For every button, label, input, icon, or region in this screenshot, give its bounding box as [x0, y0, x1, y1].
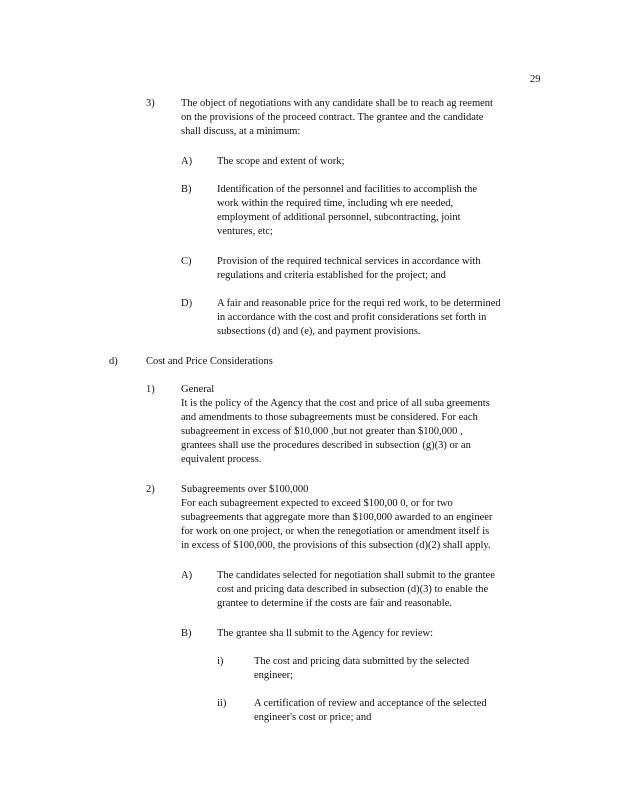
text-line: The grantee sha ll submit to the Agency for review:: [217, 628, 434, 639]
item-d2b-number: B): [181, 628, 192, 639]
item-d2-heading: Subagreements over $100,000: [181, 484, 309, 495]
item-d2-number: 2): [146, 484, 155, 495]
text-line: Identification of the personnel and facilities to accomplish the: [217, 184, 478, 195]
item-d2b-text: [217, 627, 433, 641]
text-line: Provision of the required technical services in accordance with: [217, 256, 481, 267]
item-d2a-text: [217, 569, 495, 611]
item-d1-number: 1): [146, 384, 155, 395]
item-d1-heading: General: [181, 384, 215, 395]
item-3a-text: [217, 155, 344, 169]
item-d2-text: [181, 483, 492, 553]
text-line: The object of negotiations with any candidate shall be to reach ag reement: [181, 98, 493, 109]
item-d1-text: [181, 383, 490, 467]
text-line: subagreement in excess of $10,000 ,but not greater than $100,000 ,: [181, 426, 463, 437]
item-d2b-ii-number: ii): [217, 698, 227, 709]
item-3c-text: [217, 255, 481, 283]
text-line: shall discuss, at a minimum:: [181, 126, 301, 137]
page-number: 29: [530, 74, 541, 85]
text-line: and amendments to those subagreements must be considered. For each: [181, 412, 478, 423]
text-line: on the provisions of the proceed contract. The grantee and the candidate: [181, 112, 484, 123]
item-3c-number: C): [181, 256, 192, 267]
text-line: The cost and pricing data submitted by the selected: [254, 656, 470, 667]
item-3-text: [181, 97, 531, 139]
section-d-number: d): [109, 356, 118, 367]
text-line: work within the required time, including wh ere needed,: [217, 198, 454, 209]
text-line: for work on one project, or when the renegotiation or amendment itself is: [181, 526, 490, 537]
item-d2b-i-text: [254, 655, 469, 683]
text-line: grantees shall use the procedures described in subsection (g)(3) or an: [181, 440, 471, 451]
item-3d-text: [217, 297, 501, 339]
text-line: engineer's cost or price; and: [254, 712, 372, 723]
text-line: regulations and criteria established for the project; and: [217, 270, 446, 281]
text-line: equivalent process.: [181, 454, 262, 465]
text-line: The scope and extent of work;: [217, 156, 345, 167]
text-line: subagreements that aggregate more than $100,000 awarded to an engineer: [181, 512, 493, 523]
item-d2b-ii-text: [254, 697, 487, 725]
text-line: cost and pricing data described in subsection (d)(3) to enable the: [217, 584, 489, 595]
text-line: For each subagreement expected to exceed $100,00 0, or for two: [181, 498, 453, 509]
text-line: A fair and reasonable price for the requi red work, to be determined: [217, 298, 501, 309]
item-3b-text: [217, 183, 477, 239]
item-d2b-i-number: i): [217, 656, 224, 667]
item-d2a-number: A): [181, 570, 193, 581]
item-3b-number: B): [181, 184, 192, 195]
text-line: It is the policy of the Agency that the cost and price of all suba greements: [181, 398, 490, 409]
text-line: grantee to determine if the costs are fair and reasonable.: [217, 598, 452, 609]
item-3d-number: D): [181, 298, 193, 309]
item-3a-number: A): [181, 156, 193, 167]
text-line: in accordance with the cost and profit considerations set forth in: [217, 312, 487, 323]
text-line: subsections (d) and (e), and payment provisions.: [217, 326, 421, 337]
text-line: employment of additional personnel, subcontracting, joint: [217, 212, 461, 223]
text-line: engineer;: [254, 670, 294, 681]
text-line: The candidates selected for negotiation shall submit to the grantee: [217, 570, 495, 581]
text-line: A certification of review and acceptance of the selected: [254, 698, 487, 709]
text-line: in excess of $100,000, the provisions of this subsection (d)(2) shall apply.: [181, 540, 491, 551]
text-line: ventures, etc;: [217, 226, 273, 237]
section-d-title: Cost and Price Considerations: [146, 356, 273, 367]
item-3-number: 3): [146, 98, 155, 109]
